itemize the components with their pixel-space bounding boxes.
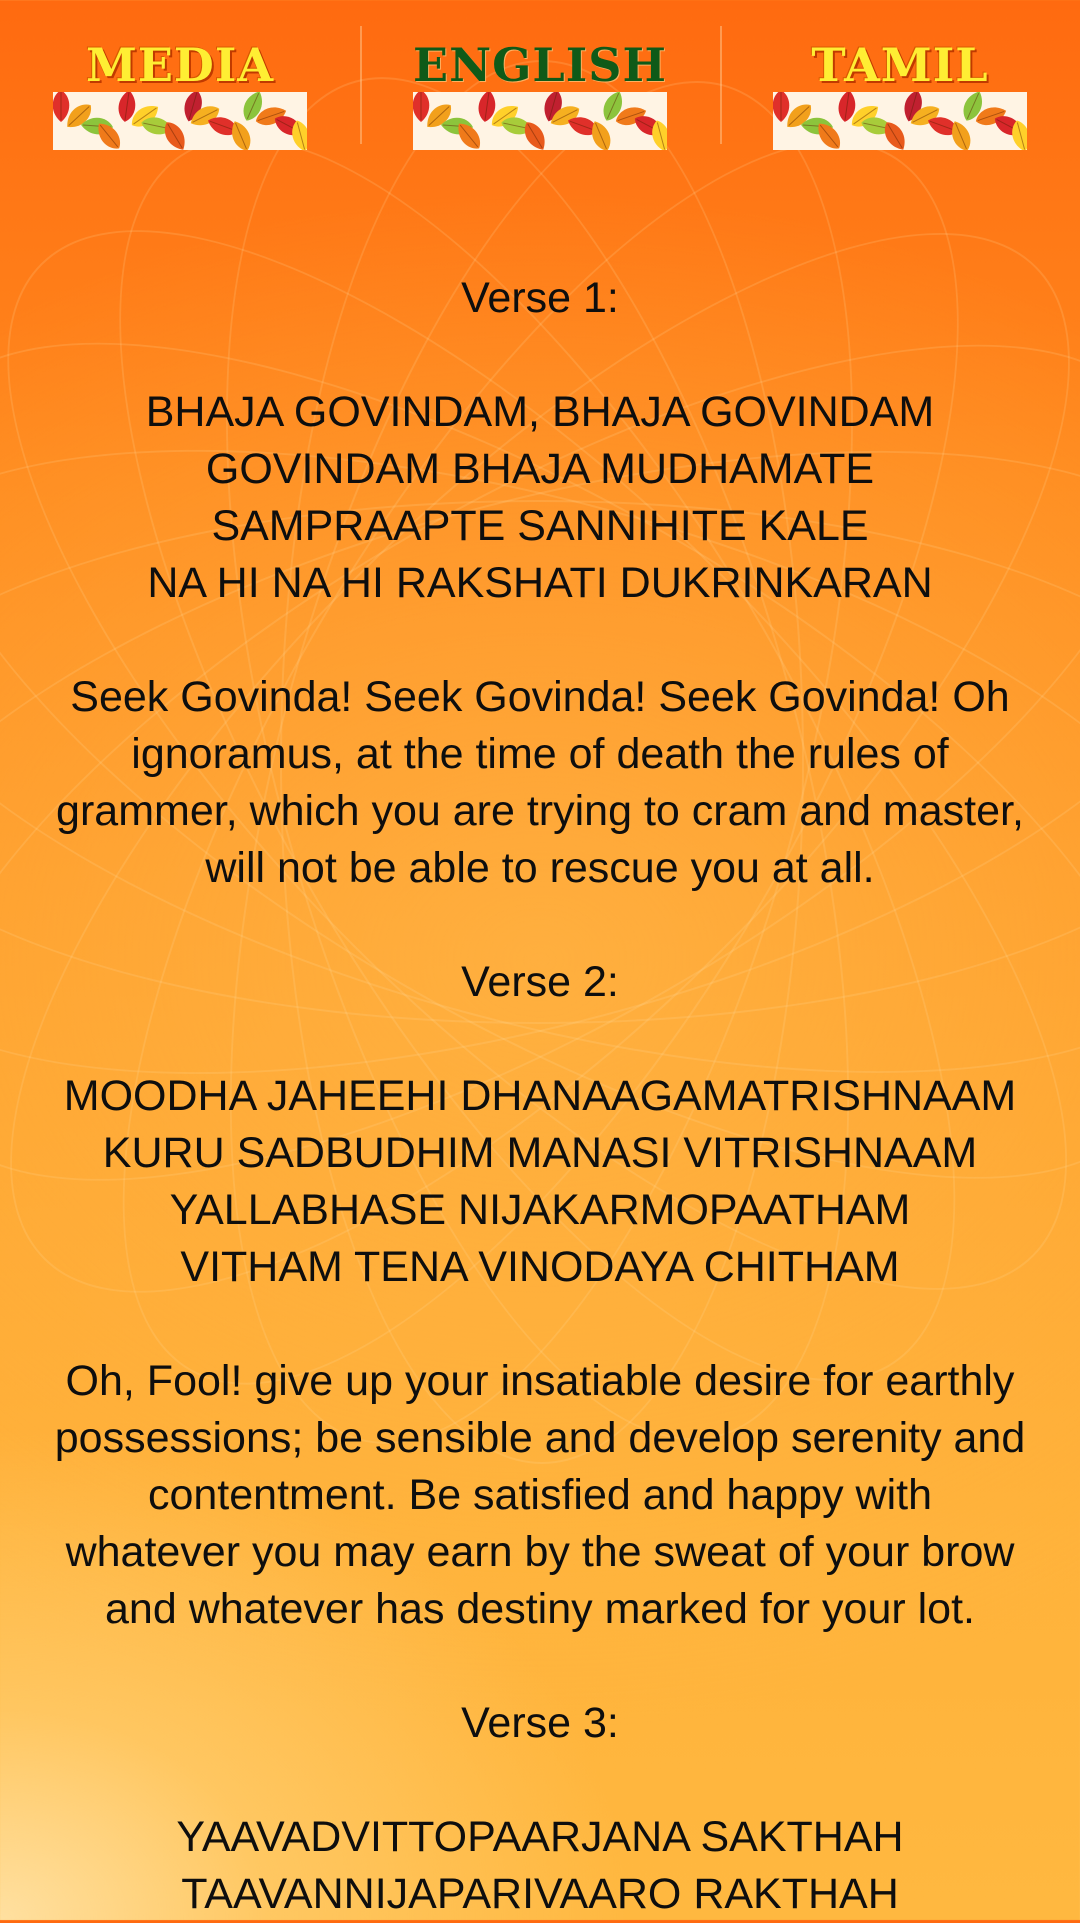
lyric-line: MOODHA JAHEEHI DHANAAGAMATRISHNAAM [63,1072,1017,1120]
lyric-line: TAAVANNIJAPARIVAARO RAKTHAH [181,1870,899,1918]
verse-title: Verse 1: [461,274,619,322]
lyric-line: SAMPRAAPTE SANNIHITE KALE [211,502,869,550]
autumn-leaves-icon [773,92,1027,150]
tab-english-label: ENGLISH [413,38,667,92]
tab-tamil-label: TAMIL [811,38,989,92]
translation-line: whatever you may earn by the sweat of your brow [65,1528,1015,1576]
lyric-line: YAAVADVITTOPAARJANA SAKTHAH [176,1813,904,1861]
lyric-line: NA HI NA HI RAKSHATI DUKRINKARAN [147,559,933,607]
top-tab-bar [0,0,1080,170]
lyric-line: VITHAM TENA VINODAYA CHITHAM [180,1243,900,1291]
translation-line: possessions; be sensible and develop serenity and [54,1414,1026,1462]
translation-line: Oh, Fool! give up your insatiable desire for earthly [65,1357,1015,1405]
tab-media[interactable] [0,0,360,170]
lyric-line: YALLABHASE NIJAKARMOPAATHAM [169,1186,911,1234]
tab-media-label: MEDIA [85,38,275,92]
translation-line: grammer, which you are trying to cram and master, [56,787,1024,835]
translation-line: Seek Govinda! Seek Govinda! Seek Govinda! Oh [70,673,1010,721]
autumn-leaves-icon [413,92,667,150]
autumn-leaves-icon [53,92,307,150]
lyric-line: BHAJA GOVINDAM, BHAJA GOVINDAM [145,388,935,436]
verse-title: Verse 2: [461,958,619,1006]
lyric-line: GOVINDAM BHAJA MUDHAMATE [205,445,875,493]
tab-english[interactable] [360,0,720,170]
verse-title: Verse 3: [461,1699,619,1747]
translation-line: and whatever has destiny marked for your lot. [105,1585,975,1633]
tab-tamil[interactable] [720,0,1080,170]
lyric-line: KURU SADBUDHIM MANASI VITRISHNAAM [102,1129,978,1177]
verse-content [0,270,1080,1923]
translation-line: ignoramus, at the time of death the rules of [131,730,949,778]
translation-line: contentment. Be satisfied and happy with [147,1471,933,1519]
translation-line: will not be able to rescue you at all. [205,844,875,892]
